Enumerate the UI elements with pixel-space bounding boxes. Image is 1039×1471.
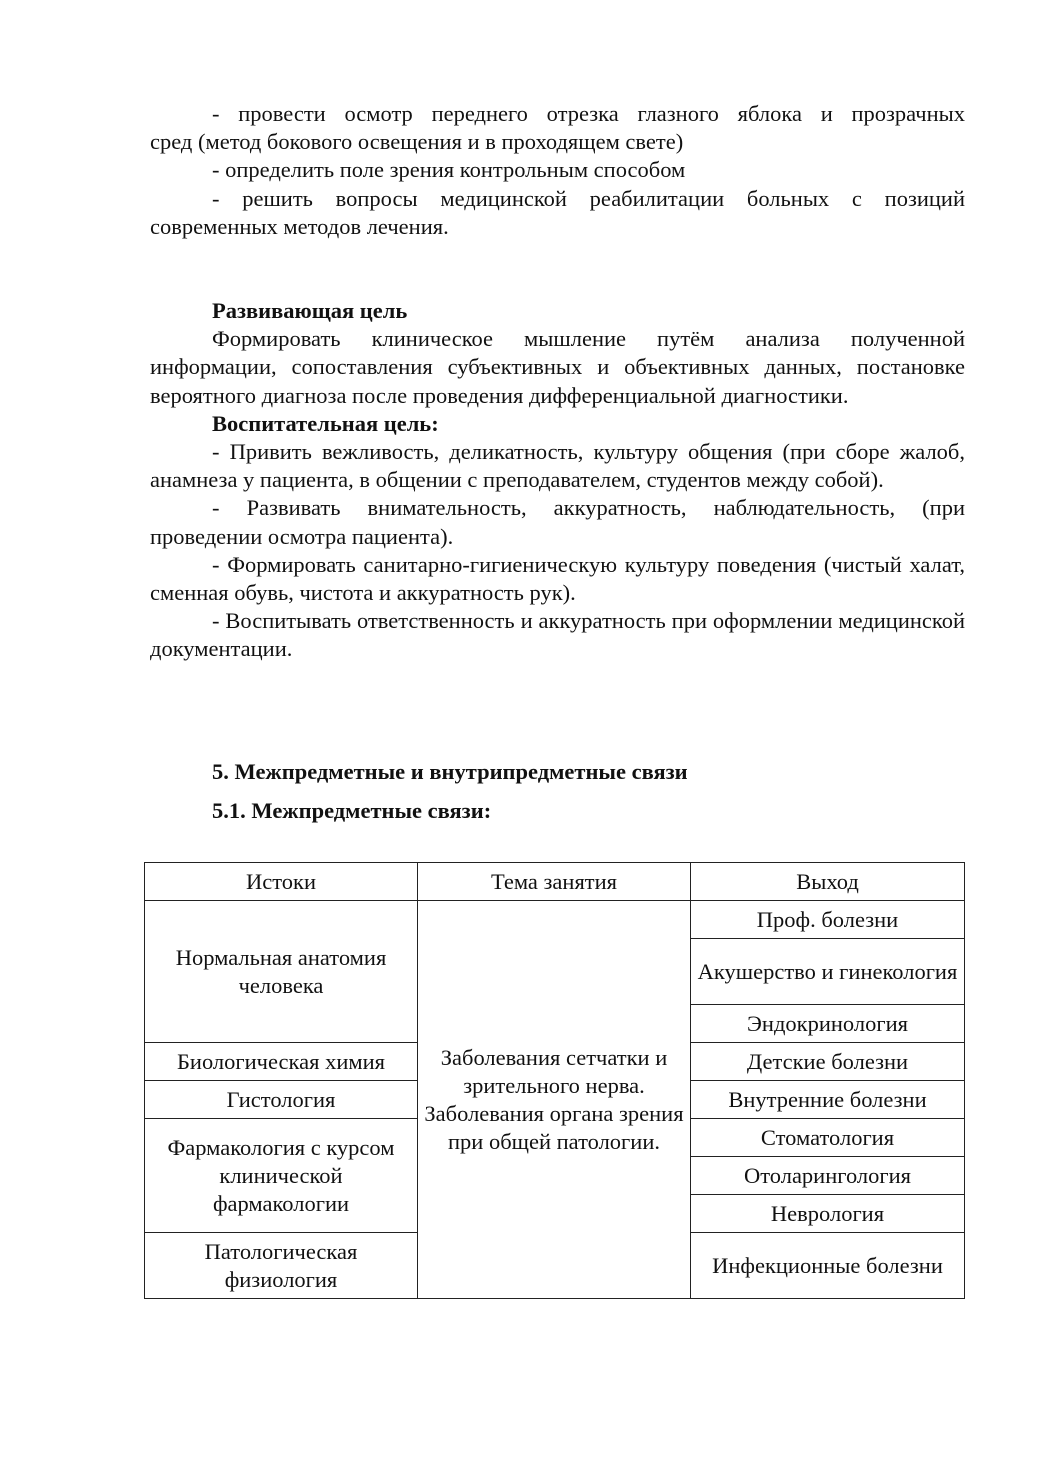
educational-goal-heading: Воспитательная цель: bbox=[212, 410, 439, 436]
output-cell: Инфекционные болезни bbox=[691, 1233, 965, 1299]
output-cell: Отоларингология bbox=[691, 1157, 965, 1195]
table-row bbox=[145, 901, 965, 939]
output-cell: Неврология bbox=[691, 1195, 965, 1233]
educational-goal-item: - Привить вежливость, деликатность, культуру общения (при сборе жалоб, анамнеза у пациента, в общении с преподавателем, студентов между собой). bbox=[150, 439, 965, 493]
list-item-examination bbox=[150, 100, 965, 128]
objectives-list bbox=[150, 100, 965, 241]
source-cell: Патологическая физиология bbox=[145, 1233, 418, 1299]
output-cell: Эндокринология bbox=[691, 1005, 965, 1043]
source-cell: Гистология bbox=[145, 1081, 418, 1119]
list-item-continuation bbox=[150, 128, 965, 156]
topic-cell: Заболевания сетчатки и зрительного нерва. Заболевания органа зрения при общей патологии. bbox=[418, 901, 691, 1299]
goals-section bbox=[150, 297, 965, 664]
table-header-row bbox=[145, 863, 965, 901]
output-cell: Детские болезни bbox=[691, 1043, 965, 1081]
educational-goal-item: - Развивать внимательность, аккуратность, наблюдательность, (при проведении осмотра пациента). bbox=[150, 495, 965, 549]
educational-goal-item: - Формировать санитарно-гигиеническую культуру поведения (чистый халат, сменная обувь, чистота и аккуратность рук). bbox=[150, 551, 965, 606]
list-item-text: - определить поле зрения контрольным способом bbox=[212, 157, 686, 183]
subsection-title: 5.1. Межпредметные связи: bbox=[212, 798, 492, 823]
source-cell: Фармакология с курсом клинической фармакологии bbox=[145, 1119, 418, 1233]
list-item-visual-field bbox=[150, 156, 965, 184]
table-header-cell: Тема занятия bbox=[418, 863, 691, 901]
output-cell: Акушерство и гинекология bbox=[691, 939, 965, 1005]
output-cell: Проф. болезни bbox=[691, 901, 965, 939]
list-item-rehabilitation bbox=[150, 185, 965, 213]
output-cell: Стоматология bbox=[691, 1119, 965, 1157]
table-header-cell: Выход bbox=[691, 863, 965, 901]
table-header-cell: Истоки bbox=[145, 863, 418, 901]
educational-goal-item: - Воспитывать ответственность и аккуратность при оформлении медицинской документации. bbox=[150, 608, 965, 662]
list-item-text: - решить вопросы медицинской реабилитации больных с позиций bbox=[212, 185, 965, 211]
list-item-text: сред (метод бокового освещения и в проходящем свете) bbox=[150, 129, 684, 155]
section-title: 5. Межпредметные и внутрипредметные связи bbox=[212, 759, 688, 784]
list-item-continuation bbox=[150, 213, 965, 241]
source-cell: Биологическая химия bbox=[145, 1043, 418, 1081]
list-item-text: - провести осмотр переднего отрезка глазного яблока и прозрачных bbox=[212, 101, 965, 126]
developing-goal-text: Формировать клиническое мышление путём анализа полученной информации, сопоставления субъективных и объективных данных, постановке вероятного диагноза после проведения дифференциальной диагностики. bbox=[150, 326, 965, 408]
interdisciplinary-links-table bbox=[144, 862, 965, 1299]
developing-goal-heading: Развивающая цель bbox=[212, 298, 408, 323]
output-cell: Внутренние болезни bbox=[691, 1081, 965, 1119]
list-item-text: современных методов лечения. bbox=[150, 213, 449, 239]
source-cell: Нормальная анатомия человека bbox=[145, 901, 418, 1043]
